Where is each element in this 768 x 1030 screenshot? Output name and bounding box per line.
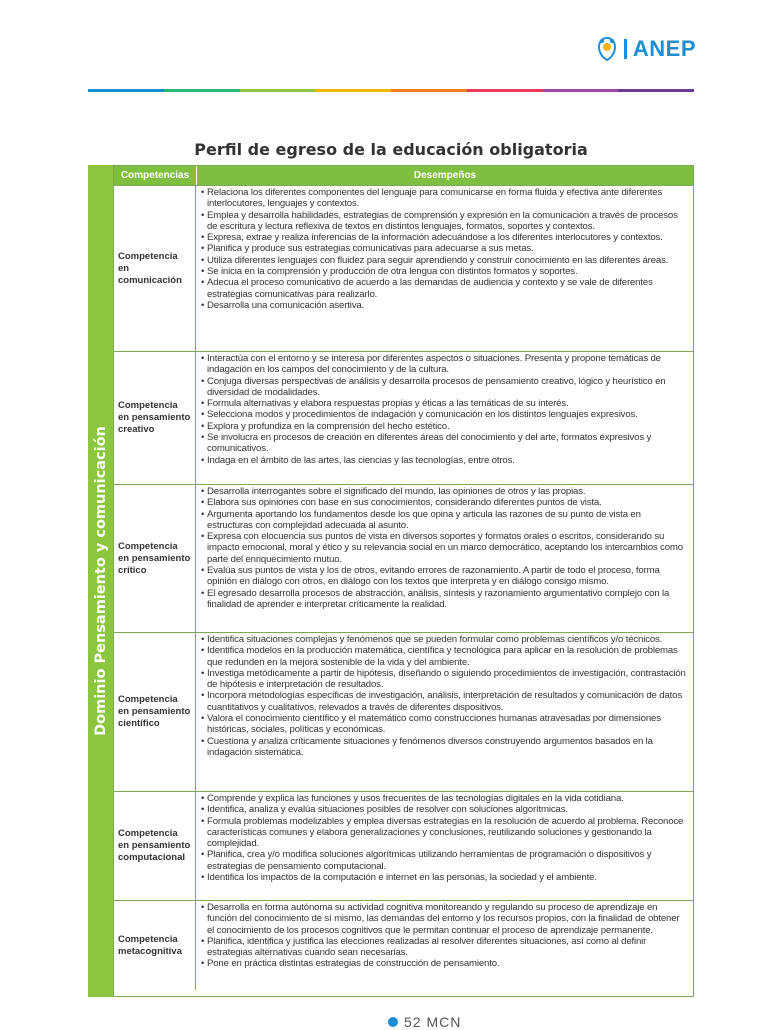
desempenos-cell [196, 792, 693, 900]
desempeno-item: • Identifica situaciones complejas y fenómenos que se pueden formular como problemas científicos y/o técnicos. [201, 634, 689, 645]
desempeno-item: • Comprende y explica las funciones y usos frecuentes de las tecnologías digitales en la vida cotidiana. [201, 793, 689, 804]
competencies-table [113, 165, 694, 997]
desempeno-item: • Identifica los impactos de la computación e internet en las personas, la sociedad y el ambiente. [201, 872, 689, 883]
rainbow-segment [467, 89, 543, 92]
desempeno-item: • Investiga metódicamente a partir de hipótesis, diseñando o siguiendo procedimientos de investigación, contrastación de hipótesis e interpretación de resultados. [201, 668, 689, 691]
desempeno-item: • Argumenta aportando los fundamentos desde los que opina y articula las razones de su punto de vista en estructuras con complejidad adecuada al asunto. [201, 509, 689, 532]
desempeno-item: • Incorpora metodologías específicas de investigación, análisis, interpretación de resultados y comunicación de datos cuantitativos y cualitativos, relevados a través de diferentes dispositivos. [201, 690, 689, 713]
competencia-label: Competencia en comunicación [114, 186, 196, 351]
desempeno-item: • Interactúa con el entorno y se interesa por diferentes aspectos o situaciones. Presenta y propone temáticas de indagación en los campos del conocimiento y de la cultura. [201, 353, 689, 376]
desempeno-item: • Planifica, identifica y justifica las elecciones realizadas al resolver diferentes situaciones, así como al definir estrategias alternativas cuando sean necesarias. [201, 936, 689, 959]
desempeno-item: • Desarrolla interrogantes sobre el significado del mundo, las opiniones de otros y las propias. [201, 486, 689, 497]
desempenos-cell [196, 901, 693, 990]
desempeno-item: • Expresa, extrae y realiza inferencias de la información adecuándose a los diferentes interlocutores y contextos. [201, 232, 689, 243]
desempeno-item: • Desarrolla una comunicación asertiva. [201, 300, 689, 311]
competencia-label: Competencia en pensamiento científico [114, 633, 196, 791]
desempeno-item: • Utiliza diferentes lenguajes con fluidez para seguir aprendiendo y construir conocimiento en las diferentes áreas. [201, 255, 689, 266]
desempeno-item: • Expresa con elocuencia sus puntos de vista en diversos soportes y formatos orales o escritos, considerando su impacto emocional, moral y ético y su relevancia social en un marco democrático, aceptando los intercambios como parte del enriquecimiento mutuo. [201, 531, 689, 565]
table-row [114, 791, 693, 900]
competencia-label: Competencia en pensamiento computacional [114, 792, 196, 900]
anep-logo [596, 36, 696, 62]
desempeno-item: • Evalúa sus puntos de vista y los de otros, evitando errores de razonamiento. A partir de todo el proceso, forma opinión en diálogo con otros, en diálogo con los textos que interpreta y en diálogo consigo mismo. [201, 565, 689, 588]
page-title: Perfil de egreso de la educación obligatoria [194, 140, 588, 159]
competencia-label: Competencia metacognitiva [114, 901, 196, 990]
desempeno-item: • Identifica modelos en la producción matemática, científica y tecnológica para aplicar en la resolución de problemas que redunden en la mejora sostenible de la vida y del ambiente. [201, 645, 689, 668]
rainbow-rule [88, 89, 694, 92]
desempeno-item: • Conjuga diversas perspectivas de análisis y desarrolla procesos de pensamiento creativo, lógico y heurístico en diversidad de modalidades. [201, 376, 689, 399]
rainbow-segment [543, 89, 619, 92]
logo-text: ANEP [632, 36, 696, 61]
desempeno-item: • Emplea y desarrolla habilidades, estrategias de comprensión y expresión en la comunicación a través de procesos de escritura y lectura reflexiva de textos en distintos lenguajes, formatos, soportes y contextos. [201, 210, 689, 233]
desempeno-item: • Relaciona los diferentes componentes del lenguaje para comunicarse en forma fluida y efectiva ante diferentes interlocutores, lenguajes y contextos. [201, 187, 689, 210]
rainbow-segment [164, 89, 240, 92]
desempeno-item: • Formula alternativas y elabora respuestas propias y éticas a las temáticas de su interés. [201, 398, 689, 409]
desempenos-cell [196, 352, 693, 484]
desempeno-item: • Se inicia en la comprensión y producción de otra lengua con distintos formatos y soportes. [201, 266, 689, 277]
desempenos-cell [196, 485, 693, 632]
desempeno-item: • El egresado desarrolla procesos de abstracción, análisis, síntesis y razonamiento argumentativo complejo con la finalidad de aprender e interpretar críticamente la realidad. [201, 588, 689, 611]
table-row [114, 632, 693, 791]
desempenos-cell [196, 186, 693, 351]
rainbow-segment [315, 89, 391, 92]
desempeno-item: • Se involucra en procesos de creación en diferentes áreas del conocimiento y del arte, formatos expresivos y comunicativos. [201, 432, 689, 455]
domain-label: Dominio Pensamiento y comunicación [92, 426, 109, 736]
rainbow-segment [240, 89, 316, 92]
table-header [114, 166, 693, 185]
desempeno-item: • Explora y profundiza en la comprensión del hecho estético. [201, 421, 689, 432]
table-row [114, 484, 693, 632]
desempeno-item: • Planifica, crea y/o modifica soluciones algorítmicas utilizando herramientas de programación o dispositivos y estrategias de pensamiento computacional. [201, 849, 689, 872]
table-row [114, 185, 693, 351]
desempenos-cell [196, 633, 693, 791]
domain-sidebar [88, 165, 113, 997]
rainbow-segment [391, 89, 467, 92]
desempeno-item: • Elabora sus opiniones con base en sus conocimientos, considerando diferentes puntos de vista. [201, 497, 689, 508]
anep-emblem-icon [596, 36, 618, 62]
page-number: 52 MCN [404, 1014, 462, 1030]
header-competencias: Competencias [114, 166, 197, 185]
page-footer [388, 1014, 461, 1030]
desempeno-item: • Identifica, analiza y evalúa situaciones posibles de resolver con soluciones algorítmicas. [201, 804, 689, 815]
footer-dot-icon [388, 1017, 398, 1027]
desempeno-item: • Desarrolla en forma autónoma su actividad cognitiva monitoreando y regulando su proceso de aprendizaje en función del conocimiento de sí mismo, las demandas del entorno y los recursos propios, con la finalidad de obtener el conocimiento de los procesos cognitivos que le permitan continuar el proceso de aprendizaje permanente. [201, 902, 689, 936]
desempeno-item: • Adecua el proceso comunicativo de acuerdo a las demandas de audiencia y contexto y se vale de diferentes estrategias comunicativas para realizarlo. [201, 277, 689, 300]
desempeno-item: • Selecciona modos y procedimientos de indagación y comunicación en los distintos lenguajes expresivos. [201, 409, 689, 420]
logo-divider [624, 39, 627, 59]
rainbow-segment [88, 89, 164, 92]
table-row [114, 900, 693, 990]
competencia-label: Competencia en pensamiento creativo [114, 352, 196, 484]
competencia-label: Competencia en pensamiento crítico [114, 485, 196, 632]
rainbow-segment [618, 89, 694, 92]
desempeno-item: • Cuestiona y analiza críticamente situaciones y fenómenos diversos construyendo argumentos basados en la indagación sistemática. [201, 736, 689, 759]
desempeno-item: • Planifica y produce sus estrategias comunicativas para adecuarse a sus metas. [201, 243, 689, 254]
desempeno-item: • Formula problemas modelizables y emplea diversas estrategias en la resolución de acuerdo al problema. Reconoce características comunes y elabora generalizaciones y conclusiones, reutilizando soluciones y gestionando la complejidad. [201, 816, 689, 850]
desempeno-item: • Valora el conocimiento científico y el matemático como construcciones humanas atravesadas por dimensiones históricas, sociales, políticas y económicas. [201, 713, 689, 736]
header-desempenos: Desempeños [413, 170, 477, 181]
table-row [114, 351, 693, 484]
desempeno-item: • Indaga en el ámbito de las artes, las ciencias y las tecnologías, entre otros. [201, 455, 689, 466]
desempeno-item: • Pone en práctica distintas estrategias de construcción de pensamiento. [201, 958, 689, 969]
